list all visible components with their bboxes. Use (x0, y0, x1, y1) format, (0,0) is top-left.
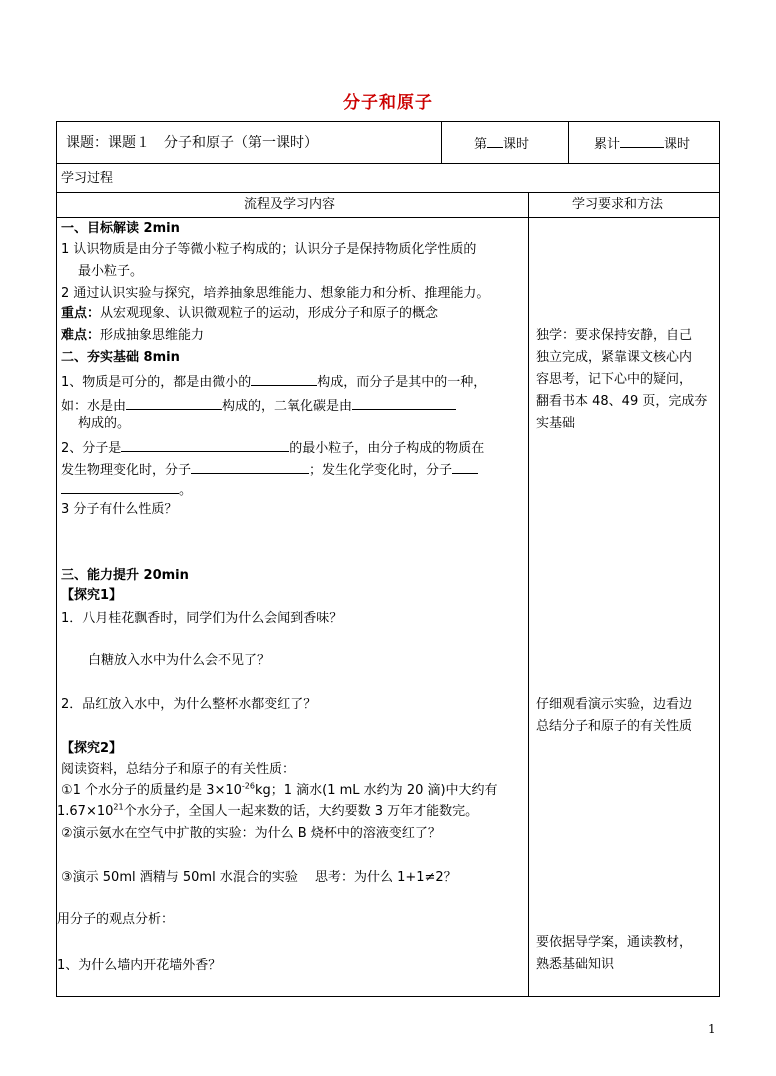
row-divider (56, 163, 720, 164)
fill-blank[interactable] (352, 396, 456, 410)
fill-question-2b (61, 460, 478, 479)
method-3-line: 要依据导学案，通读教材， (536, 935, 693, 950)
lesson-title: 课题：课题１ 分子和原子（第一课时） (66, 135, 318, 151)
explore-1-question-1b: 白糖放入水中为什么会不见了？ (88, 653, 271, 668)
explore-2-point-1a (61, 783, 498, 799)
difficulty-text: 形成抽象思维能力 (100, 328, 205, 343)
question-3: 3 分子有什么性质？ (61, 502, 178, 517)
method-2-line: 仔细观看演示实验，边看边 (536, 697, 693, 712)
difficulty (61, 328, 204, 344)
col-divider (528, 192, 529, 997)
analysis-heading: 用分子的观点分析： (57, 912, 175, 927)
method-1-line: 实基础 (536, 416, 576, 431)
total-blank (620, 134, 664, 148)
method-1-line: 独学：要求保持安静，自己 (536, 328, 693, 343)
p1-text-c: 1.67×10 (57, 804, 114, 819)
key-point (61, 306, 438, 322)
q2-text-c: 发生物理变化时，分子 (61, 463, 192, 478)
method-column-header: 学习要求和方法 (572, 197, 664, 212)
p1-exponent-1: -26 (241, 781, 255, 791)
method-3-line: 熟悉基础知识 (536, 957, 615, 972)
row-divider (56, 192, 720, 193)
explore-2-point-2: ②演示氨水在空气中扩散的实验：为什么 B 烧杯中的溶液变红了？ (61, 826, 441, 841)
explore-2-title: 【探究2】 (61, 741, 123, 756)
q1-text-b: 构成，而分子是其中的一种， (317, 375, 487, 390)
q2-text-e: 。 (179, 483, 193, 498)
total-suffix: 课时 (664, 137, 691, 152)
method-2-line: 总结分子和原子的有关性质 (536, 719, 693, 734)
period-blank (487, 134, 503, 148)
q2-text-b: 的最小粒子，由分子构成的物质在 (289, 441, 485, 456)
fill-blank[interactable] (61, 480, 179, 494)
method-1-line: 翻看书本 48、49 页，完成夯 (536, 394, 708, 409)
fill-blank[interactable] (191, 460, 309, 474)
fill-blank[interactable] (251, 372, 317, 386)
total-field (594, 134, 690, 153)
col-divider (441, 121, 442, 163)
total-prefix: 累计 (594, 137, 621, 152)
q2-text-a: 2、分子是 (61, 441, 122, 456)
method-1-line: 容思考，记下心中的疑问， (536, 372, 693, 387)
col-divider (568, 121, 569, 163)
fill-blank[interactable] (126, 396, 222, 410)
document-title: 分子和原子 (343, 93, 433, 113)
process-column-header: 流程及学习内容 (244, 197, 336, 212)
fill-blank[interactable] (452, 460, 478, 474)
goal-1-continued: 最小粒子。 (78, 264, 144, 279)
fill-question-2a (61, 438, 484, 457)
explore-1-title: 【探究1】 (61, 588, 123, 603)
section-3-title: 三、能力提升 20min (61, 568, 189, 583)
p1-text-a: ①1 个水分子的质量约是 3×10 (61, 783, 242, 798)
key-label: 重点： (61, 306, 101, 321)
explore-2-point-1b (57, 804, 478, 820)
analysis-question-1: 1、为什么墙内开花墙外香？ (57, 958, 222, 973)
period-prefix: 第 (474, 137, 488, 152)
method-1-line: 独立完成，紧靠课文核心内 (536, 350, 693, 365)
p1-text-b: kg；1 滴水(1 mL 水约为 20 滴)中大约有 (254, 783, 498, 798)
section-2-title: 二、夯实基础 8min (61, 350, 180, 365)
q1-text-d: 构成的，二氧化碳是由 (222, 399, 353, 414)
key-text: 从宏观现象、认识微观粒子的运动，形成分子和原子的概念 (100, 306, 439, 321)
period-field (474, 134, 529, 153)
section-label: 学习过程 (61, 171, 114, 186)
q2-text-d: ；发生化学变化时，分子 (309, 463, 453, 478)
fill-question-1a (61, 372, 486, 391)
fill-question-1b (61, 396, 456, 415)
goal-1: 1 认识物质是由分子等微小粒子构成的；认识分子是保持物质化学性质的 (61, 242, 477, 257)
fill-question-1c: 构成的。 (78, 416, 131, 431)
row-divider (56, 217, 720, 218)
fill-question-2c (61, 480, 192, 499)
difficulty-label: 难点： (61, 328, 101, 343)
explore-2-intro: 阅读资料，总结分子和原子的有关性质： (61, 762, 296, 777)
p1-exponent-2: 21 (113, 802, 124, 812)
p1-text-d: 个水分子，全国人一起来数的话，大约要数 3 万年才能数完。 (123, 804, 479, 819)
explore-2-point-3: ③演示 50ml 酒精与 50ml 水混合的实验 思考：为什么 1+1≠2？ (61, 870, 457, 885)
section-1-title: 一、目标解读 2min (61, 221, 180, 236)
fill-blank[interactable] (121, 438, 289, 452)
q1-text-a: 1、物质是可分的，都是由微小的 (61, 375, 252, 390)
q1-text-c: 如：水是由 (61, 399, 127, 414)
page-number: 1 (708, 1022, 716, 1036)
explore-1-question-1: 1．八月桂花飘香时，同学们为什么会闻到香味？ (61, 611, 343, 626)
goal-2: 2 通过认识实验与探究，培养抽象思维能力、想象能力和分析、推理能力。 (61, 286, 490, 301)
period-suffix: 课时 (503, 137, 530, 152)
explore-1-question-2: 2．品红放入水中，为什么整杯水都变红了？ (61, 697, 317, 712)
